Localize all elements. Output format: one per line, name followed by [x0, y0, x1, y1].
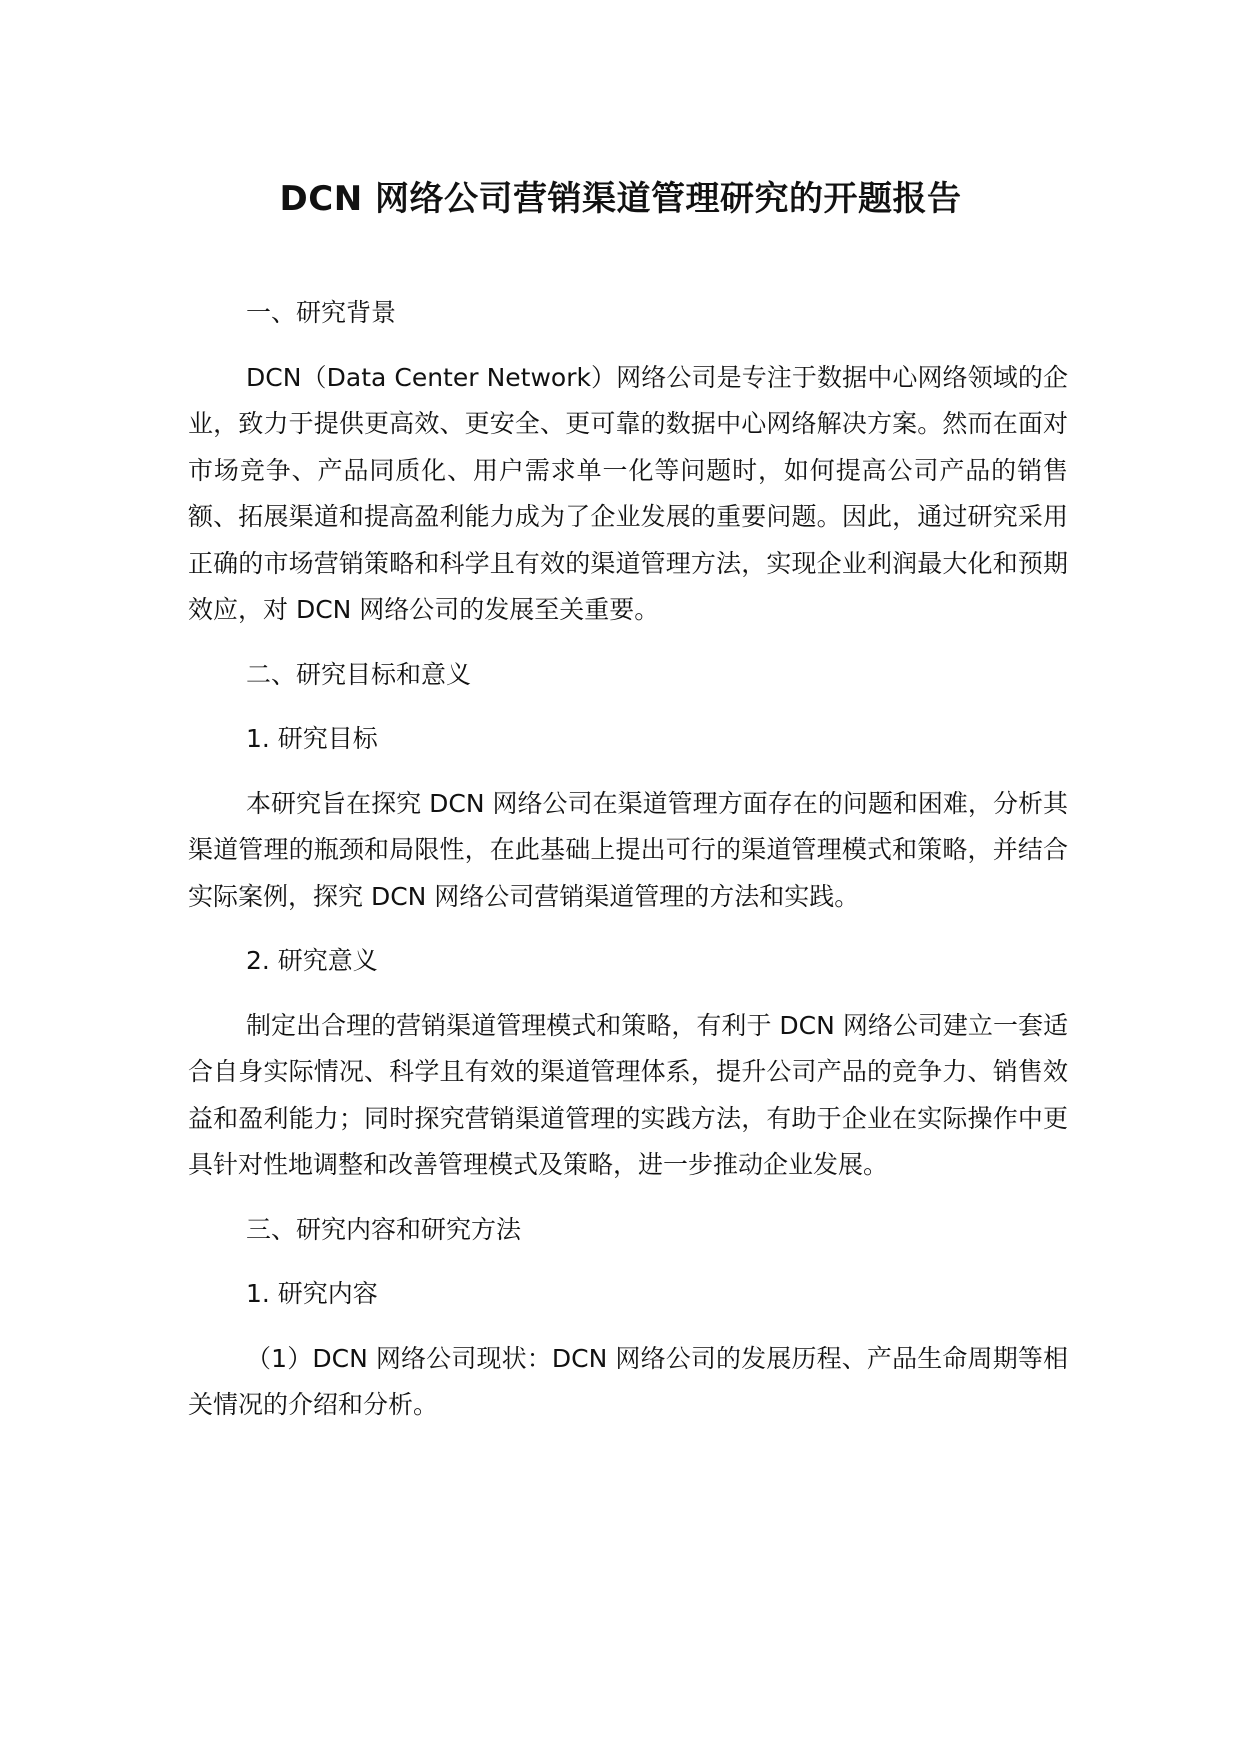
subheading-research-significance: 2. 研究意义: [246, 946, 378, 975]
paragraph-research-goal: 本研究旨在探究 DCN 网络公司在渠道管理方面存在的问题和困难，分析其渠道管理的瓶颈和局限性，在此基础上提出可行的渠道管理模式和策略，并结合实际案例，探究 DCN 网络公司营销渠道管理的方法和实践。: [188, 788, 1068, 911]
section-heading-background: 一、研究背景: [246, 298, 397, 327]
subheading-research-goal: 1. 研究目标: [246, 724, 378, 753]
paragraph-research-content-item-1: （1）DCN 网络公司现状：DCN 网络公司的发展历程、产品生命周期等相关情况的介绍和分析。: [188, 1343, 1068, 1419]
paragraph-research-significance: 制定出合理的营销渠道管理模式和策略，有利于 DCN 网络公司建立一套适合自身实际情况、科学且有效的渠道管理体系，提升公司产品的竞争力、销售效益和盈利能力；同时探究营销渠道管理的实践方法，有助于企业在实际操作中更具针对性地调整和改善管理模式及策略，进一步推动企业发展。: [188, 1010, 1068, 1179]
document-body: [188, 290, 1068, 1447]
subheading-research-content: 1. 研究内容: [246, 1279, 378, 1308]
paragraph-background: DCN（Data Center Network）网络公司是专注于数据中心网络领域的企业，致力于提供更高效、更安全、更可靠的数据中心网络解决方案。然而在面对市场竞争、产品同质化、用户需求单一化等问题时，如何提高公司产品的销售额、拓展渠道和提高盈利能力成为了企业发展的重要问题。因此，通过研究采用正确的市场营销策略和科学且有效的渠道管理方法，实现企业利润最大化和预期效应，对 DCN 网络公司的发展至关重要。: [188, 362, 1068, 624]
section-heading-content-methods: 三、研究内容和研究方法: [246, 1214, 522, 1244]
document-title: DCN 网络公司营销渠道管理研究的开题报告: [279, 179, 962, 219]
section-heading-goals-significance: 二、研究目标和意义: [246, 659, 472, 689]
